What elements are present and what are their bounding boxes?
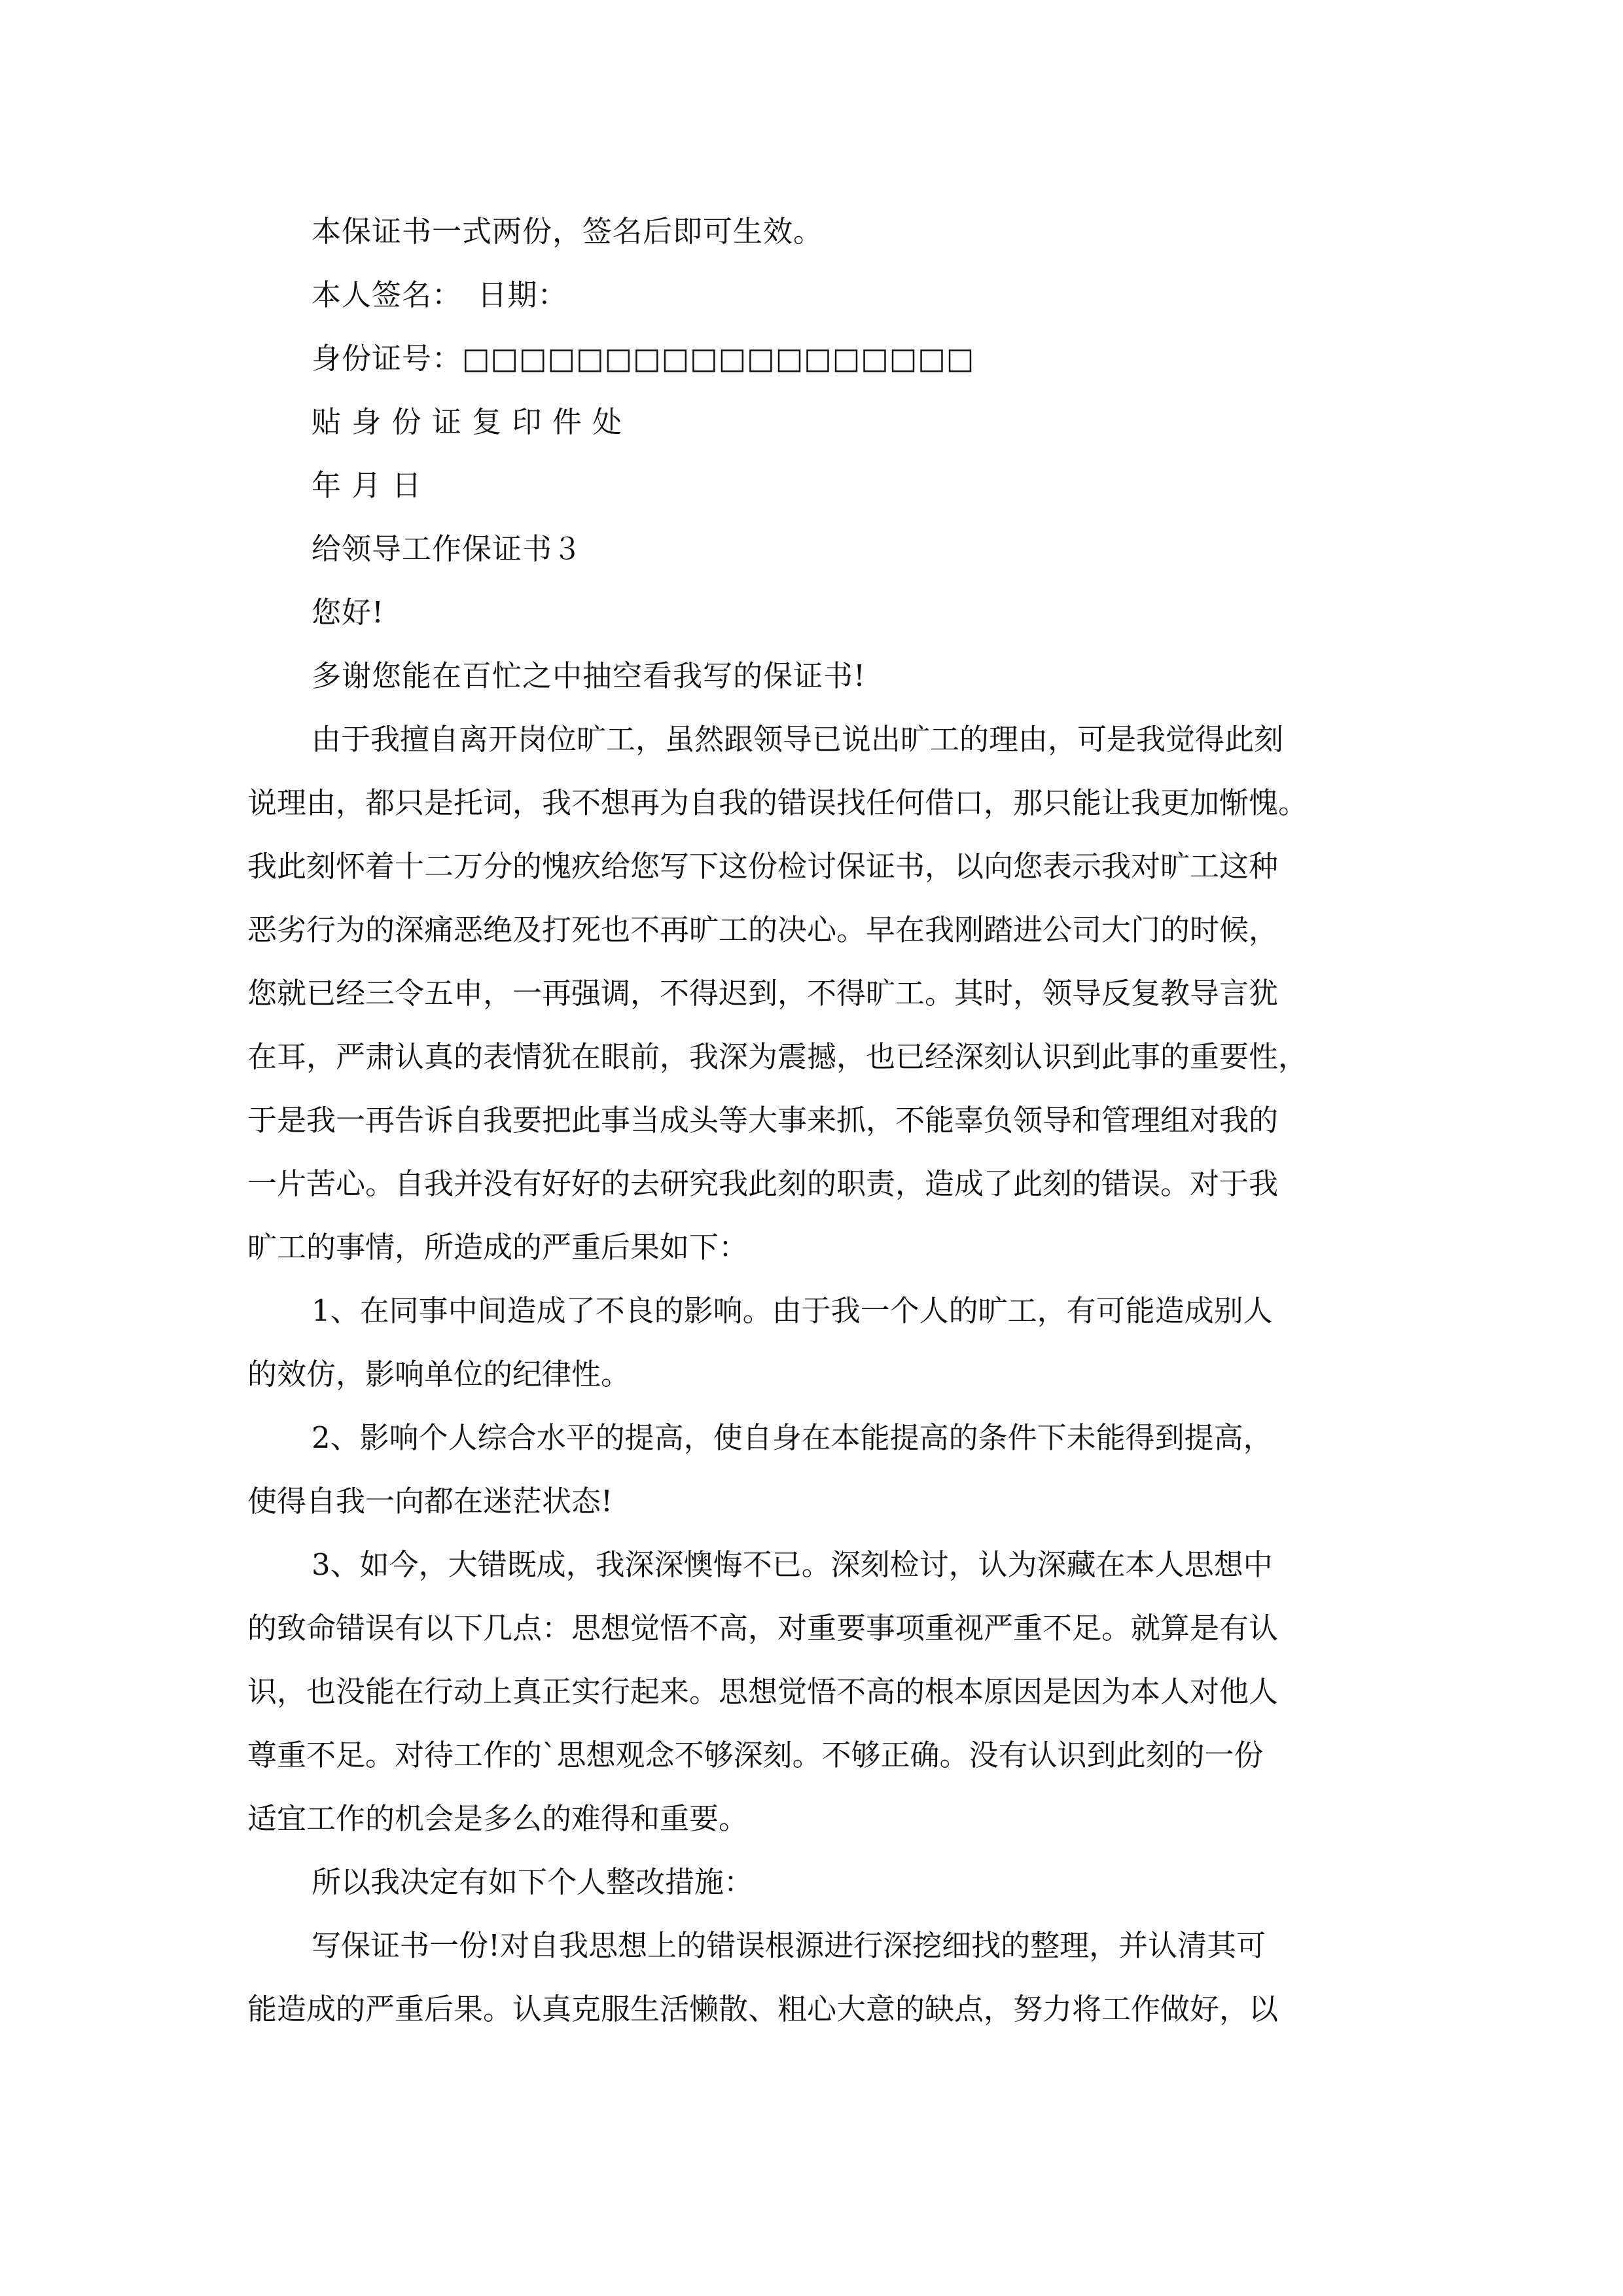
signature-date-line: 本人签名： 日期：	[312, 278, 568, 312]
consequence-2-line: 使得自我一向都在迷茫状态!	[247, 1484, 613, 1518]
body-line: 一片苦心。自我并没有好好的去研究我此刻的职责，造成了此刻的错误。对于我	[247, 1166, 1279, 1201]
body-line: 恶劣行为的深痛恶绝及打死也不再旷工的决心。早在我刚踏进公司大门的时候，	[247, 912, 1279, 947]
body-line: 您就已经三令五申，一再强调，不得迟到，不得旷工。其时，领导反复教导言犹	[247, 976, 1279, 1011]
id-number-line: 身份证号：□□□□□□□□□□□□□□□□□□	[312, 341, 975, 376]
greeting: 您好!	[312, 595, 385, 630]
consequence-3-line: 识，也没能在行动上真正实行起来。思想觉悟不高的根本原因是因为本人对他人	[247, 1674, 1279, 1709]
consequence-1-line: 1、在同事中间造成了不良的影响。由于我一个人的旷工，有可能造成别人	[312, 1293, 1273, 1328]
body-line: 旷工的事情，所造成的严重后果如下：	[247, 1230, 749, 1265]
body-line: 由于我擅自离开岗位旷工，虽然跟领导已说出旷工的理由，可是我觉得此刻	[312, 722, 1284, 757]
consequence-1-line: 的效仿，影响单位的纪律性。	[247, 1357, 631, 1391]
consequence-3-line: 3、如今，大错既成，我深深懊悔不已。深刻检讨，认为深藏在本人思想中	[312, 1547, 1273, 1582]
date-line: 年 月 日	[312, 468, 422, 503]
body-line: 在耳，严肃认真的表情犹在眼前，我深为震撼，也已经深刻认识到此事的重要性，	[247, 1039, 1308, 1074]
measures-line: 写保证书一份!对自我思想上的错误根源进行深挖细找的整理，并认清其可	[312, 1928, 1266, 1963]
body-line: 说理由，都只是托词，我不想再为自我的错误找任何借口，那只能让我更加惭愧。	[247, 785, 1308, 820]
body-line: 我此刻怀着十二万分的愧疚给您写下这份检讨保证书，以向您表示我对旷工这种	[247, 849, 1279, 884]
document-body	[247, 200, 1380, 2041]
consequence-3-line: 适宜工作的机会是多么的难得和重要。	[247, 1801, 749, 1836]
id-copy-placeholder: 贴 身 份 证 复 印 件 处	[312, 404, 623, 439]
validity-note: 本保证书一式两份，签名后即可生效。	[312, 214, 824, 249]
measures-heading: 所以我决定有如下个人整改措施：	[312, 1865, 754, 1899]
body-line: 于是我一再告诉自我要把此事当成头等大事来抓，不能辜负领导和管理组对我的	[247, 1103, 1279, 1138]
consequence-2-line: 2、影响个人综合水平的提高，使自身在本能提高的条件下未能得到提高，	[312, 1420, 1273, 1455]
section-title: 给领导工作保证书３	[312, 531, 583, 566]
consequence-3-line: 的致命错误有以下几点：思想觉悟不高，对重要事项重视严重不足。就算是有认	[247, 1611, 1279, 1645]
consequence-3-line: 尊重不足。对待工作的`思想观念不够深刻。不够正确。没有认识到此刻的一份	[247, 1738, 1264, 1772]
intro-line: 多谢您能在百忙之中抽空看我写的保证书!	[312, 658, 866, 693]
measures-line: 能造成的严重后果。认真克服生活懒散、粗心大意的缺点，努力将工作做好，以	[247, 1992, 1279, 2026]
